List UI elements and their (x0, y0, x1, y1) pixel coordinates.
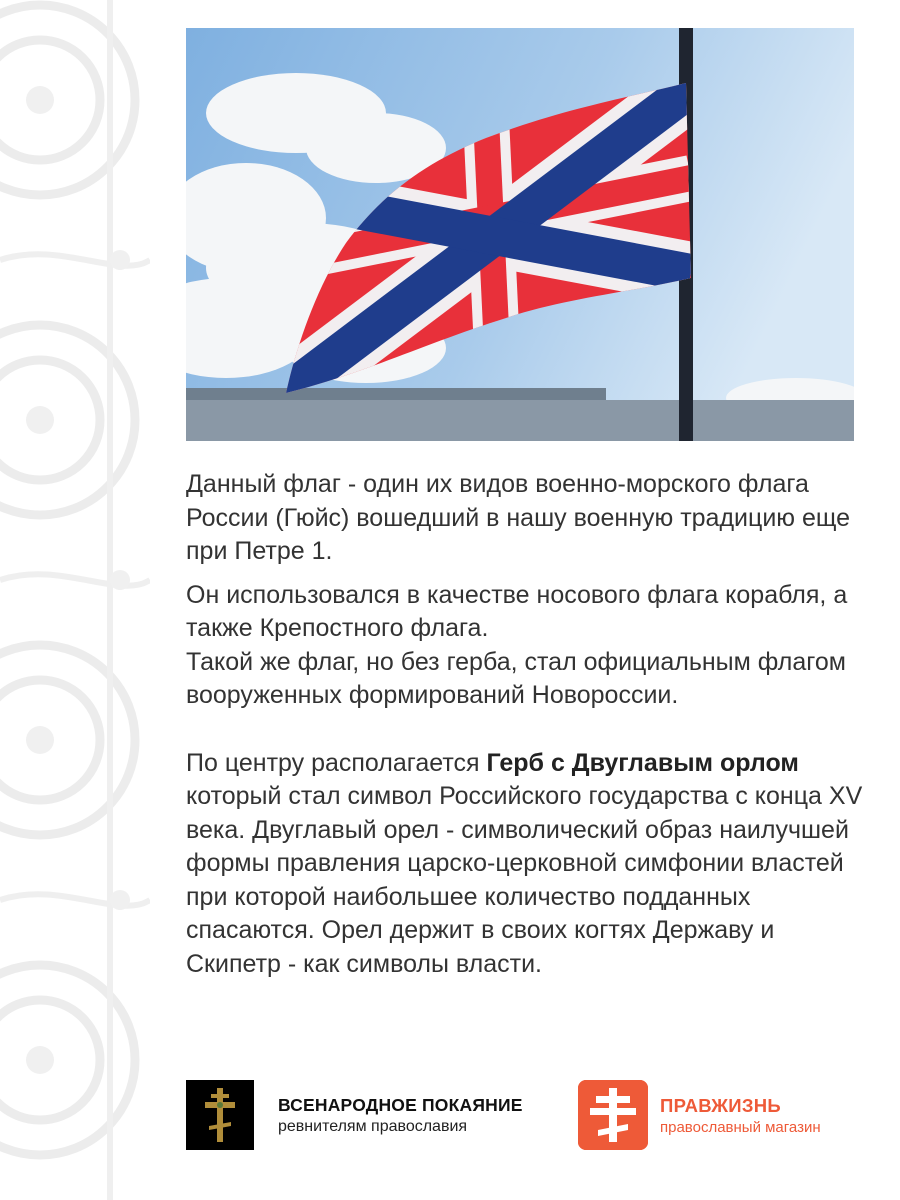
brand-right-subtitle: православный магазин (660, 1118, 821, 1136)
paragraph-3-rest: который стал символ Российского государства с конца XV века. Двуглавый орел - символический образ наилучшей формы правления царско-церковной симфонии властей при которой наибольшее количество подданных спасаются. Орел держит в своих когтях Державу и Скипетр - как символы власти. (186, 782, 863, 978)
brand-right-title: ПРАВЖИЗНЬ (660, 1094, 781, 1116)
paragraph-2 (186, 579, 866, 713)
brand-left-subtitle: ревнителям православия (278, 1117, 468, 1135)
article-text (186, 468, 866, 981)
paragraph-3-emphasis: Герб с Двуглавым орлом (486, 748, 799, 777)
flag-photo (186, 28, 854, 441)
ornament-border (0, 0, 150, 1200)
orthodox-cross-icon (186, 1080, 254, 1150)
paragraph-3-intro: По центру располагается (186, 748, 487, 777)
paragraph-1: Данный флаг - один их видов военно-морского флага России (Гюйс) вошедший в нашу военную традицию еще при Петре 1. (186, 470, 851, 565)
paragraph-2-line-1: Он использовался в качестве носового флага корабля, а также Крепостного флага. (186, 580, 848, 642)
pravzhizn-cross-icon (578, 1080, 648, 1150)
paragraph-3 (186, 747, 866, 982)
brand-pravzhizn[interactable] (578, 1080, 821, 1150)
brand-left-title: ВСЕНАРОДНОЕ ПОКАЯНИЕ (278, 1094, 523, 1115)
brand-vsenarodnoe-pokayanie[interactable] (186, 1080, 523, 1150)
paragraph-2-line-2: Такой же флаг, но без герба, стал официальным флагом вооруженных формирований Новороссии. (186, 647, 846, 709)
